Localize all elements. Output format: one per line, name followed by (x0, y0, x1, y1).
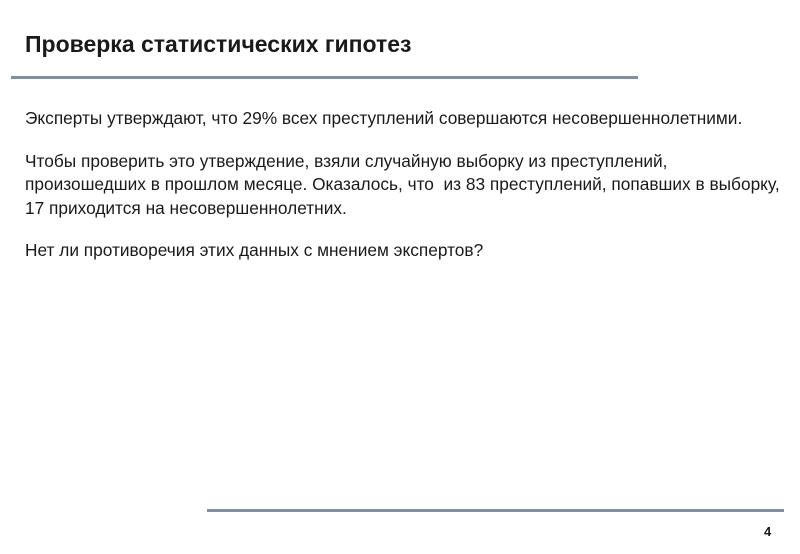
title-underline (11, 76, 638, 79)
slide-body (25, 107, 785, 282)
slide-title: Проверка статистических гипотез (25, 31, 412, 57)
paragraph-expert-claim: Эксперты утверждают, что 29% всех преступлений совершаются несовершеннолетними. (25, 108, 743, 128)
paragraph-question: Нет ли противоречия этих данных с мнением экспертов? (25, 240, 484, 260)
page-number: 4 (764, 524, 772, 539)
paragraph-sample-description: Чтобы проверить это утверждение, взяли случайную выборку из преступлений, произошедших в прошлом месяце. Оказалось, что из 83 преступлений, попавших в выборку, 17 приходится на несовершеннолетних. (25, 150, 785, 218)
footer-divider (207, 509, 784, 512)
